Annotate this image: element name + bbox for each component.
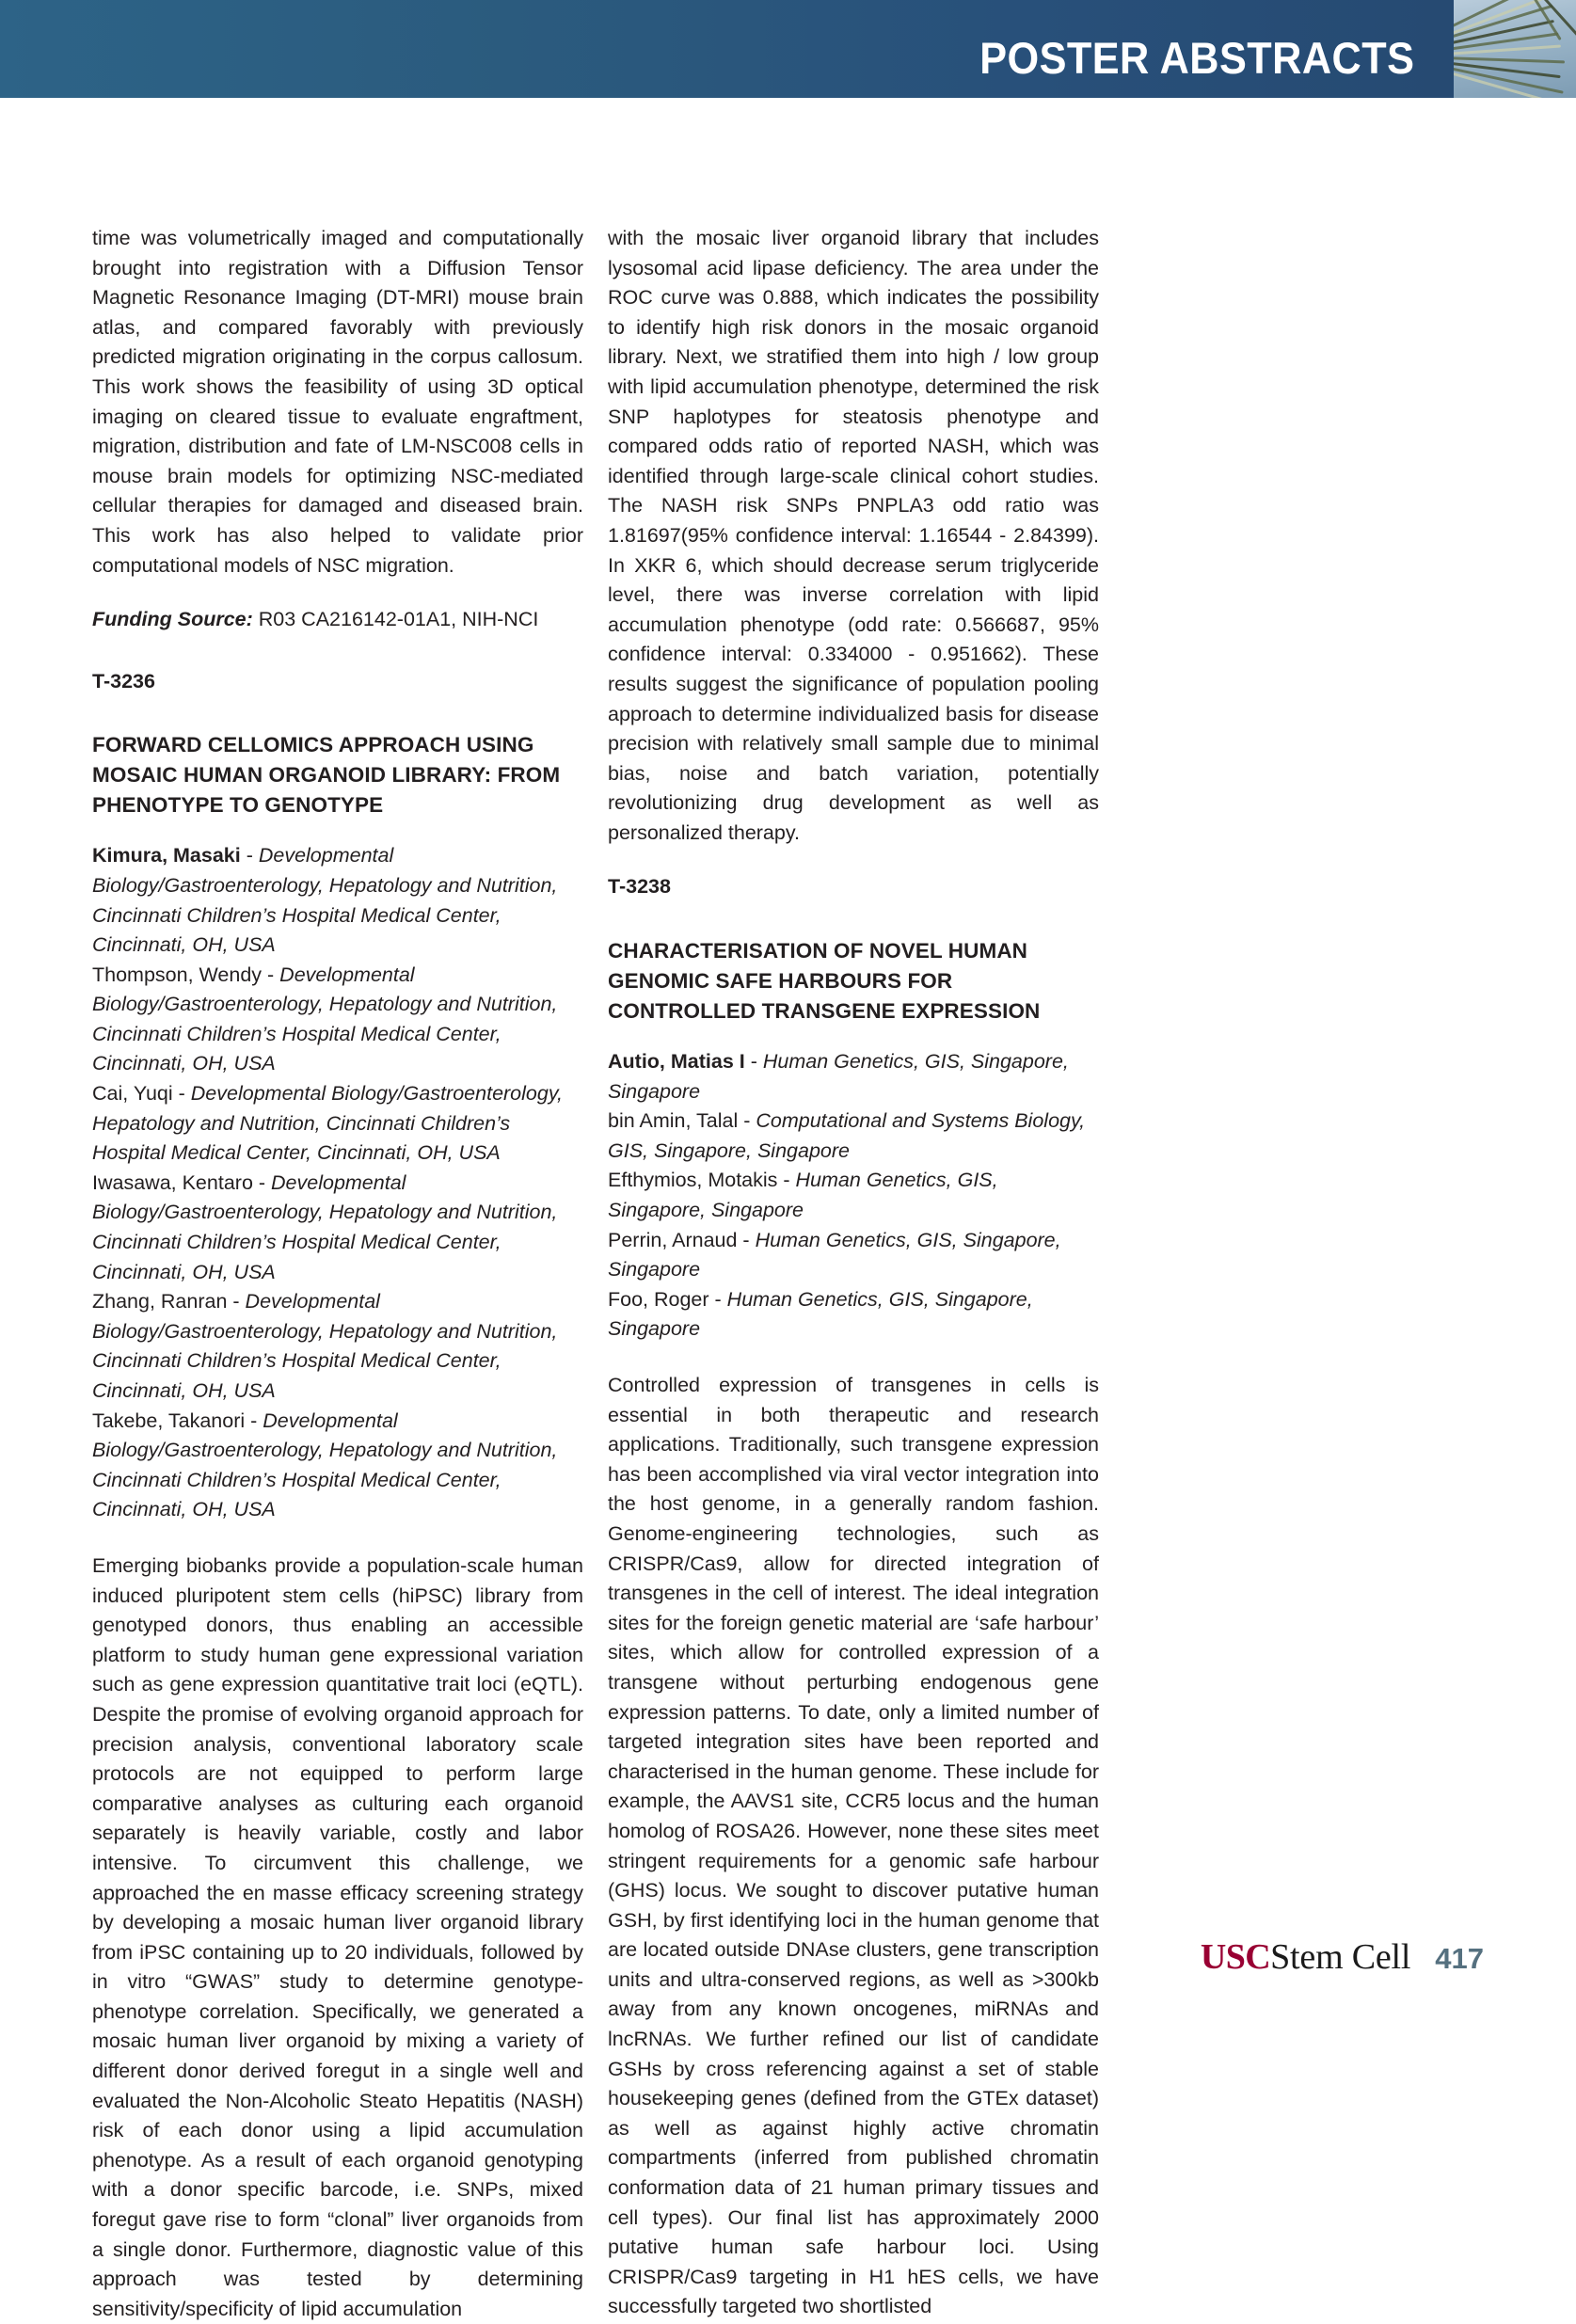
- author-name: Cai, Yuqi: [92, 1082, 173, 1106]
- abstract-title-t3238: CHARACTERISATION OF NOVEL HUMAN GENOMIC SAFE HARBOURS FOR CONTROLLED TRANSGENE EXPRESSION: [608, 939, 1041, 1024]
- author-affiliation: Developmental Biology/Gastroenterology, Hepatology and Nutrition, Cincinnati Children’s Hospital Medical Center, Cincinnati, OH, USA: [92, 1170, 558, 1283]
- author-separator: -: [738, 1109, 756, 1133]
- abstract-body-t3238: Controlled expression of transgenes in cells is essential in both therapeutic and research applications. Traditionally, such transgene expression has been accomplished via viral vector integration into the host genome, in a generally random fashion. Genome-engineering technologies, such as CRISPR/Cas9, allow for directed integration of transgenes in the cell of interest. The ideal integration sites for the foreign genetic material are ‘safe harbour’ sites, which allow for controlled expression of a transgene without perturbing endogenous gene expression patterns. To date, only a limited number of targeted integration sites have been reported and characterised in the human genome. These include for example, the AAVS1 site, CCR5 locus and the human homolog of ROSA26. However, none these sites meet stringent requirements for a genomic safe harbour (GHS) locus. We sought to discover putative human GSH, by first identifying loci in the human genome that are located outside DNAse clusters, gene transcription units and ultra-conserved regions, as well as >300kb away from any known oncogenes, miRNAs and lncRNAs. We further refined our list of candidate GSHs by cross referencing against a set of stable housekeeping genes (defined from the GTEx dataset) as well as against highly active chromatin compartments (inferred from published chromatin conformation data of 21 human primary tissues and cell types). Our final list has approximately 2000 putative human safe harbour loci. Using CRISPR/Cas9 targeting in H1 hES cells, we have successfully targeted two shortlisted: [608, 1374, 1099, 2318]
- author-entry: [608, 1166, 1099, 1225]
- author-entry: [92, 1407, 583, 1525]
- author-entry: [608, 1106, 1099, 1166]
- author-name: bin Amin, Talal: [608, 1109, 739, 1133]
- page-footer: [1201, 1936, 1484, 1978]
- author-affiliation: Developmental Biology/Gastroenterology, Hepatology and Nutrition, Cincinnati Children’s Hospital Medical Center, Cincinnati, OH, USA: [92, 963, 558, 1075]
- author-list-t3238: [608, 1047, 1099, 1345]
- author-list-t3236: [92, 841, 583, 1525]
- author-affiliation: Human Genetics, GIS, Singapore, Singapore: [608, 1050, 1069, 1103]
- author-separator: -: [262, 963, 280, 986]
- author-affiliation: Developmental Biology/Gastroenterology, Hepatology and Nutrition, Cincinnati Children’s Hospital Medical Center, Cincinnati, OH, USA: [92, 844, 558, 957]
- author-name: Thompson, Wendy: [92, 963, 263, 986]
- author-separator: -: [252, 1170, 272, 1194]
- author-entry: [608, 1047, 1099, 1106]
- usc-wordmark: USC: [1200, 1937, 1271, 1977]
- author-separator: -: [737, 1228, 756, 1251]
- author-separator: -: [240, 844, 259, 868]
- stem-cell-wordmark: Stem Cell: [1270, 1937, 1411, 1977]
- page-title: POSTER ABSTRACTS: [979, 33, 1414, 83]
- author-separator: -: [744, 1050, 763, 1074]
- abstract-id-t3238: T-3238: [608, 875, 671, 899]
- author-entry: [608, 1285, 1099, 1345]
- author-separator: -: [777, 1169, 796, 1192]
- abstract-title-t3236: FORWARD CELLOMICS APPROACH USING MOSAIC HUMAN ORGANOID LIBRARY: FROM PHENOTYPE TO GENOTYPE: [92, 733, 561, 818]
- author-separator: -: [172, 1082, 191, 1106]
- continued-paragraph-left: time was volumetrically imaged and computationally brought into registration with a Diffusion Tensor Magnetic Resonance Imaging (DT-MRI) mouse brain atlas, and compared favorably with previously predicted migration originating in the corpus callosum. This work shows the feasibility of using 3D optical imaging on cleared tissue to evaluate engraftment, migration, distribution and fate of LM-NSC008 cells in mouse brain models for optimizing NSC-mediated cellular therapies for damaged and diseased brain. This work has also helped to validate prior computational models of NSC migration.: [92, 227, 583, 577]
- author-separator: -: [245, 1409, 263, 1432]
- right-column: [608, 224, 1099, 2322]
- author-name: Foo, Roger: [608, 1287, 709, 1311]
- author-affiliation: Human Genetics, GIS, Singapore, Singapore: [608, 1169, 998, 1222]
- author-name: Autio, Matias I: [608, 1050, 745, 1074]
- funding-source-label: Funding Source:: [92, 608, 253, 631]
- author-affiliation: Human Genetics, GIS, Singapore, Singapore: [608, 1287, 1033, 1341]
- author-affiliation: Developmental Biology/Gastroenterology, Hepatology and Nutrition, Cincinnati Children’s Hospital Medical Center, Cincinnati, OH, USA: [92, 1409, 558, 1521]
- usc-stem-cell-logo: [1201, 1936, 1410, 1978]
- funding-source-value: R03 CA216142-01A1, NIH-NCI: [252, 608, 539, 631]
- author-name: Perrin, Arnaud: [608, 1228, 738, 1251]
- author-affiliation: Computational and Systems Biology, GIS, Singapore, Singapore: [608, 1109, 1086, 1162]
- funding-source-line: [92, 605, 583, 635]
- author-name: Zhang, Ranran: [92, 1290, 228, 1313]
- page-number: 417: [1435, 1942, 1484, 1975]
- author-name: Efthymios, Motakis: [608, 1169, 778, 1192]
- author-entry: [608, 1226, 1099, 1285]
- author-affiliation: Developmental Biology/Gastroenterology, Hepatology and Nutrition, Cincinnati Children’s Hospital Medical Center, Cincinnati, OH, USA: [92, 1082, 563, 1165]
- left-column: [92, 224, 583, 2324]
- author-affiliation: Human Genetics, GIS, Singapore, Singapore: [608, 1228, 1061, 1281]
- author-entry: [92, 1287, 583, 1406]
- author-separator: -: [708, 1287, 727, 1311]
- author-entry: [92, 1079, 583, 1169]
- author-name: Iwasawa, Kentaro: [92, 1170, 253, 1194]
- author-affiliation: Developmental Biology/Gastroenterology, Hepatology and Nutrition, Cincinnati Children’s Hospital Medical Center, Cincinnati, OH, USA: [92, 1290, 558, 1402]
- continued-paragraph-right: with the mosaic liver organoid library that includes lysosomal acid lipase deficiency. The area under the ROC curve was 0.888, which indicates the possibility to identify high risk donors in the mosaic organoid library. Next, we stratified them into high / low group with lipid accumulation phenotype, determined the risk SNP haplotypes for steatosis phenotype and compared odds ratio of reported NASH, which was identified through large-scale clinical cohort studies. The NASH risk SNPs PNPLA3 odd ratio was 1.81697(95% confidence interval: 1.16544 - 2.84399). In XKR 6, which should decrease serum triglyceride level, there was inverse correlation with lipid accumulation phenotype (odd rate: 0.566687, 95% confidence interval: 0.334000 - 0.951662). These results suggest the significance of population pooling approach to determine individualized basis for disease precision with relatively small sample due to minimal bias, noise and batch variation, potentially revolutionizing drug development as well as personalized therapy.: [608, 227, 1099, 844]
- author-separator: -: [227, 1290, 246, 1313]
- author-entry: [92, 961, 583, 1079]
- abstract-id-t3236: T-3236: [92, 669, 155, 692]
- author-name: Takebe, Takanori: [92, 1409, 246, 1432]
- abstract-body-t3236: Emerging biobanks provide a population-scale human induced pluripotent stem cells (hiPSC) library from genotyped donors, thus enabling an accessible platform to study human gene expressional variation such as gene expression quantitative trait loci (eQTL). Despite the promise of evolving organoid approach for precision analysis, conventional laboratory scale protocols are not equipped to perform large comparative analyses as culturing each organoid separately is heavily variable, costly and labor intensive. To circumvent this challenge, we approached the en masse efficacy screening strategy by developing a mosaic human liver organoid library from iPSC containing up to 20 individuals, followed by in vitro “GWAS” study to determine genotype-phenotype correlation. Specifically, we generated a mosaic human liver organoid by mixing a variety of different donor derived foregut in a single well and evaluated the Non-Alcoholic Steato Hepatitis (NASH) risk of each donor using a lipid accumulation phenotype. As a result of each organoid genotyping with a donor specific barcode, i.e. SNPs, mixed foregut gave rise to form “clonal” liver organoids from a single donor. Furthermore, diagnostic value of this approach was tested by determining sensitivity/specificity of lipid accumulation: [92, 1553, 583, 2320]
- author-entry: [92, 841, 583, 960]
- author-entry: [92, 1169, 583, 1287]
- author-name: Kimura, Masaki: [92, 844, 241, 868]
